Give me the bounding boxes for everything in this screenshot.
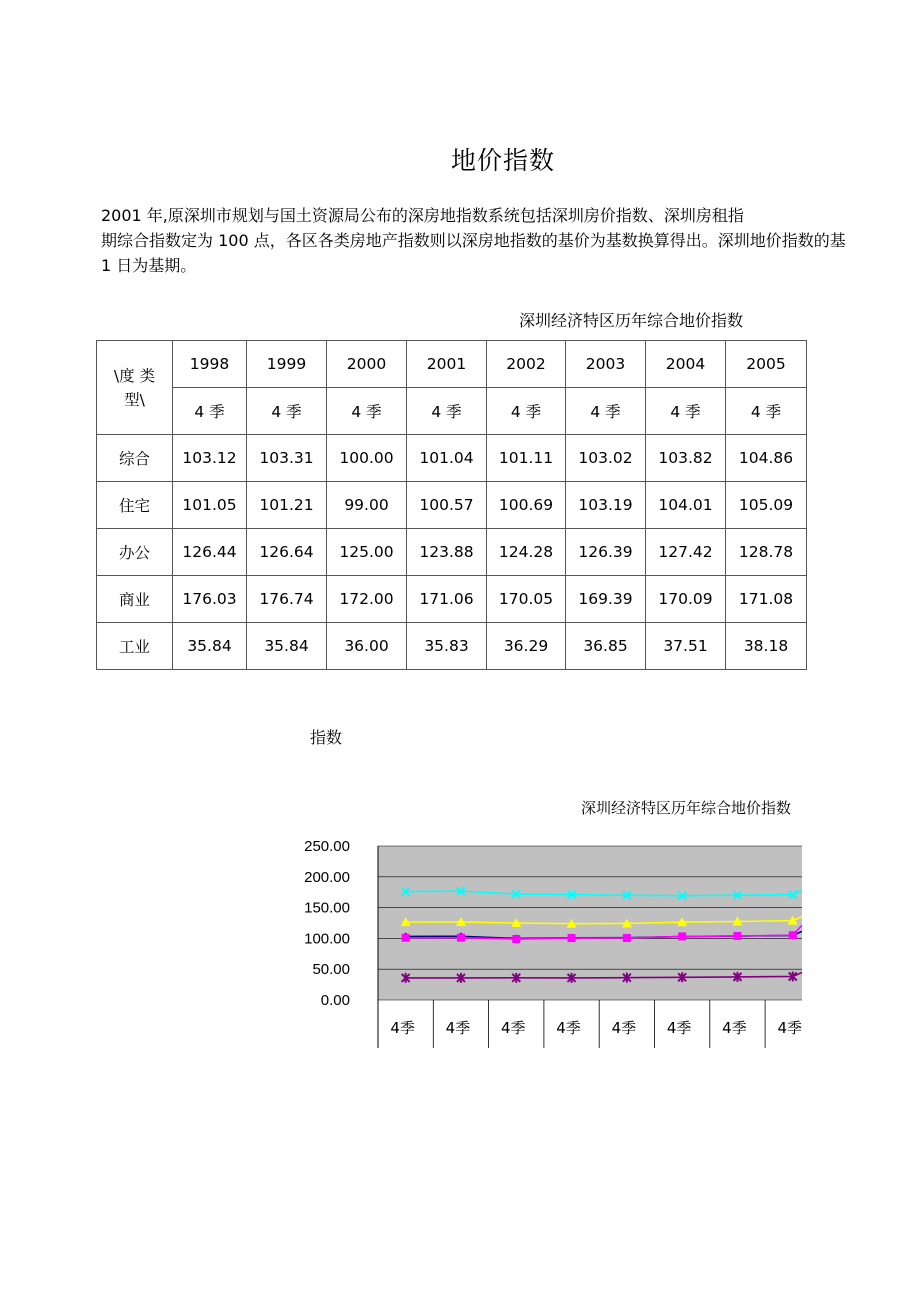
row-type-label: 办公	[97, 529, 173, 576]
x-tick-label: 4季	[390, 1019, 415, 1037]
intro-line: 期综合指数定为 100 点，各区各类房地产指数则以深房地指数的基价为基数换算得出。深圳地价指数的基	[101, 231, 846, 250]
table-cell: 101.04	[407, 435, 487, 482]
quarter-header: 4 季	[566, 388, 646, 435]
y-tick-label: 100.00	[304, 930, 350, 948]
data-point	[402, 934, 410, 942]
table-cell: 37.51	[646, 623, 726, 670]
table-row	[97, 576, 807, 623]
table-cell: 170.05	[487, 576, 566, 623]
table-cell: 176.74	[247, 576, 327, 623]
table-cell: 171.06	[407, 576, 487, 623]
year-header: 2005	[726, 341, 807, 388]
table-cell: 103.19	[566, 482, 646, 529]
table-header-row-quarters	[97, 388, 807, 435]
data-point	[568, 934, 576, 942]
table-cell: 99.00	[327, 482, 407, 529]
year-header: 2001	[407, 341, 487, 388]
table-cell: 170.09	[646, 576, 726, 623]
chart-title: 深圳经济特区历年综合地价指数	[581, 799, 792, 817]
quarter-header: 4 季	[327, 388, 407, 435]
table-cell: 105.09	[726, 482, 807, 529]
row-type-label: 工业	[97, 623, 173, 670]
corner-header-line: 型\	[124, 390, 145, 409]
table-cell: 126.64	[247, 529, 327, 576]
table-row	[97, 482, 807, 529]
page-title: 地价指数	[450, 146, 555, 175]
chart-y-axis-label: 指数	[310, 728, 343, 747]
y-tick-label: 0.00	[320, 992, 350, 1009]
table-cell: 101.21	[247, 482, 327, 529]
data-point	[678, 932, 686, 940]
table-cell: 171.08	[726, 576, 807, 623]
table-cell: 35.84	[247, 623, 327, 670]
quarter-header: 4 季	[726, 388, 807, 435]
row-type-label: 商业	[97, 576, 173, 623]
table-cell: 126.44	[173, 529, 247, 576]
x-tick-label: 4季	[777, 1019, 802, 1037]
table-header-row-years	[97, 341, 807, 388]
table-cell: 100.00	[327, 435, 407, 482]
table-cell: 35.84	[173, 623, 247, 670]
year-header: 2002	[487, 341, 566, 388]
row-type-label: 住宅	[97, 482, 173, 529]
data-point	[789, 931, 797, 939]
table-cell: 103.02	[566, 435, 646, 482]
table-cell: 35.83	[407, 623, 487, 670]
corner-header-line: \度 类	[113, 366, 156, 385]
table-cell: 176.03	[173, 576, 247, 623]
data-point	[623, 934, 631, 942]
quarter-header: 4 季	[487, 388, 566, 435]
x-tick-label: 4季	[611, 1019, 637, 1037]
index-line-chart	[280, 830, 802, 1055]
x-tick-label: 4季	[445, 1019, 471, 1037]
table-cell: 103.82	[646, 435, 726, 482]
table-cell: 169.39	[566, 576, 646, 623]
table-cell: 104.01	[646, 482, 726, 529]
table-caption: 深圳经济特区历年综合地价指数	[519, 311, 744, 330]
table-cell: 126.39	[566, 529, 646, 576]
quarter-header: 4 季	[407, 388, 487, 435]
table-cell: 101.11	[487, 435, 566, 482]
table-cell: 36.00	[327, 623, 407, 670]
x-tick-label: 4季	[722, 1019, 747, 1037]
x-tick-label: 4季	[500, 1019, 526, 1037]
table-cell: 128.78	[726, 529, 807, 576]
y-tick-label: 250.00	[304, 838, 350, 855]
year-header: 1998	[173, 341, 247, 388]
corner-header	[97, 341, 173, 435]
year-header: 2003	[566, 341, 646, 388]
land-price-index-table	[96, 340, 807, 670]
table-cell: 36.29	[487, 623, 566, 670]
table-cell: 101.05	[173, 482, 247, 529]
table-row	[97, 435, 807, 482]
y-tick-label: 150.00	[304, 899, 350, 917]
table-cell: 127.42	[646, 529, 726, 576]
quarter-header: 4 季	[646, 388, 726, 435]
year-header: 1999	[247, 341, 327, 388]
table-cell: 104.86	[726, 435, 807, 482]
table-cell: 172.00	[327, 576, 407, 623]
data-point	[457, 934, 465, 942]
table-row	[97, 623, 807, 670]
table-cell: 125.00	[327, 529, 407, 576]
table-cell: 103.12	[173, 435, 247, 482]
data-point	[733, 932, 741, 940]
year-header: 2000	[327, 341, 407, 388]
table-cell: 124.28	[487, 529, 566, 576]
table-cell: 103.31	[247, 435, 327, 482]
intro-line: 2001 年,原深圳市规划与国土资源局公布的深房地指数系统包括深圳房价指数、深圳房租指	[101, 206, 744, 225]
row-type-label: 综合	[97, 435, 173, 482]
x-tick-label: 4季	[556, 1019, 581, 1037]
quarter-header: 4 季	[173, 388, 247, 435]
quarter-header: 4 季	[247, 388, 327, 435]
table-cell: 123.88	[407, 529, 487, 576]
x-tick-label: 4季	[666, 1019, 692, 1037]
table-cell: 38.18	[726, 623, 807, 670]
data-point	[512, 935, 520, 943]
y-tick-label: 200.00	[304, 868, 350, 886]
table-cell: 100.69	[487, 482, 566, 529]
table-cell: 100.57	[407, 482, 487, 529]
intro-paragraph	[101, 203, 920, 278]
year-header: 2004	[646, 341, 726, 388]
y-tick-label: 50.00	[312, 961, 350, 979]
intro-line: 1 日为基期。	[101, 256, 197, 275]
table-row	[97, 529, 807, 576]
table-cell: 36.85	[566, 623, 646, 670]
